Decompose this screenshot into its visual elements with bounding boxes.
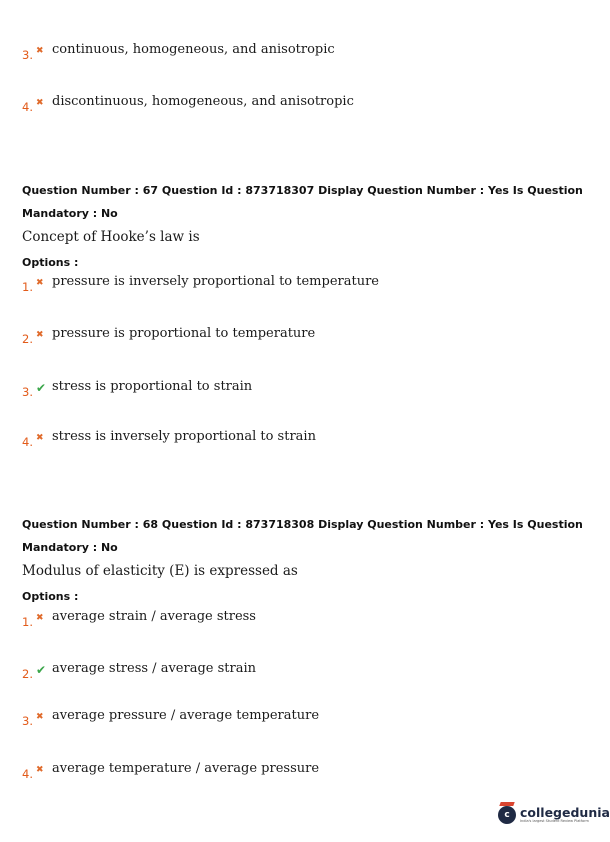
option-text: stress is inversely proportional to strain bbox=[52, 429, 316, 444]
question-text: Modulus of elasticity (E) is expressed as bbox=[22, 563, 298, 579]
cross-icon: ✖ bbox=[36, 613, 44, 623]
option-number: 4. bbox=[22, 435, 33, 449]
logo-name: collegedunia bbox=[520, 805, 610, 820]
option-item bbox=[22, 379, 252, 399]
cross-icon: ✖ bbox=[36, 46, 44, 56]
graduate-mascot-icon: c bbox=[498, 806, 516, 824]
option-item bbox=[22, 609, 256, 629]
option-number: 2. bbox=[22, 667, 33, 681]
option-item bbox=[22, 326, 315, 346]
check-icon: ✔ bbox=[36, 663, 47, 677]
option-text: average strain / average stress bbox=[52, 609, 256, 624]
cross-icon: ✖ bbox=[36, 98, 44, 108]
option-number: 3. bbox=[22, 714, 33, 728]
option-text: continuous, homogeneous, and anisotropic bbox=[52, 42, 335, 57]
option-text: pressure is proportional to temperature bbox=[52, 326, 316, 341]
option-item bbox=[22, 274, 379, 294]
logo-words bbox=[520, 806, 610, 824]
options-label: Options : bbox=[22, 590, 79, 603]
question-header: Question Number : 67 Question Id : 873718307 Display Question Number : Yes Is Question bbox=[22, 184, 583, 197]
option-number: 3. bbox=[22, 385, 33, 399]
option-item bbox=[22, 42, 335, 62]
question-header: Question Number : 68 Question Id : 873718308 Display Question Number : Yes Is Question bbox=[22, 518, 583, 531]
option-text: stress is proportional to strain bbox=[52, 379, 253, 394]
cross-icon: ✖ bbox=[36, 278, 44, 288]
cross-icon: ✖ bbox=[36, 712, 44, 722]
option-text: average stress / average strain bbox=[52, 661, 256, 676]
collegedunia-logo bbox=[498, 806, 610, 824]
option-item bbox=[22, 661, 256, 681]
option-item bbox=[22, 708, 319, 728]
cross-icon: ✖ bbox=[36, 765, 44, 775]
option-number: 1. bbox=[22, 280, 33, 294]
option-number: 4. bbox=[22, 767, 33, 781]
logo-tagline: India's largest Student Review Platform bbox=[520, 819, 589, 823]
option-text: average pressure / average temperature bbox=[52, 708, 320, 723]
question-text: Concept of Hooke’s law is bbox=[22, 229, 200, 245]
check-icon: ✔ bbox=[36, 381, 47, 395]
options-label: Options : bbox=[22, 256, 79, 269]
option-number: 4. bbox=[22, 100, 33, 114]
option-number: 1. bbox=[22, 615, 33, 629]
option-item bbox=[22, 429, 316, 449]
cross-icon: ✖ bbox=[36, 330, 44, 340]
option-text: pressure is inversely proportional to temperature bbox=[52, 274, 379, 289]
option-number: 2. bbox=[22, 332, 33, 346]
question-mandatory: Mandatory : No bbox=[22, 207, 118, 220]
option-text: discontinuous, homogeneous, and anisotropic bbox=[52, 94, 354, 109]
question-mandatory: Mandatory : No bbox=[22, 541, 118, 554]
option-item bbox=[22, 761, 319, 781]
option-item bbox=[22, 94, 354, 114]
option-text: average temperature / average pressure bbox=[52, 761, 320, 776]
cross-icon: ✖ bbox=[36, 433, 44, 443]
option-number: 3. bbox=[22, 48, 33, 62]
